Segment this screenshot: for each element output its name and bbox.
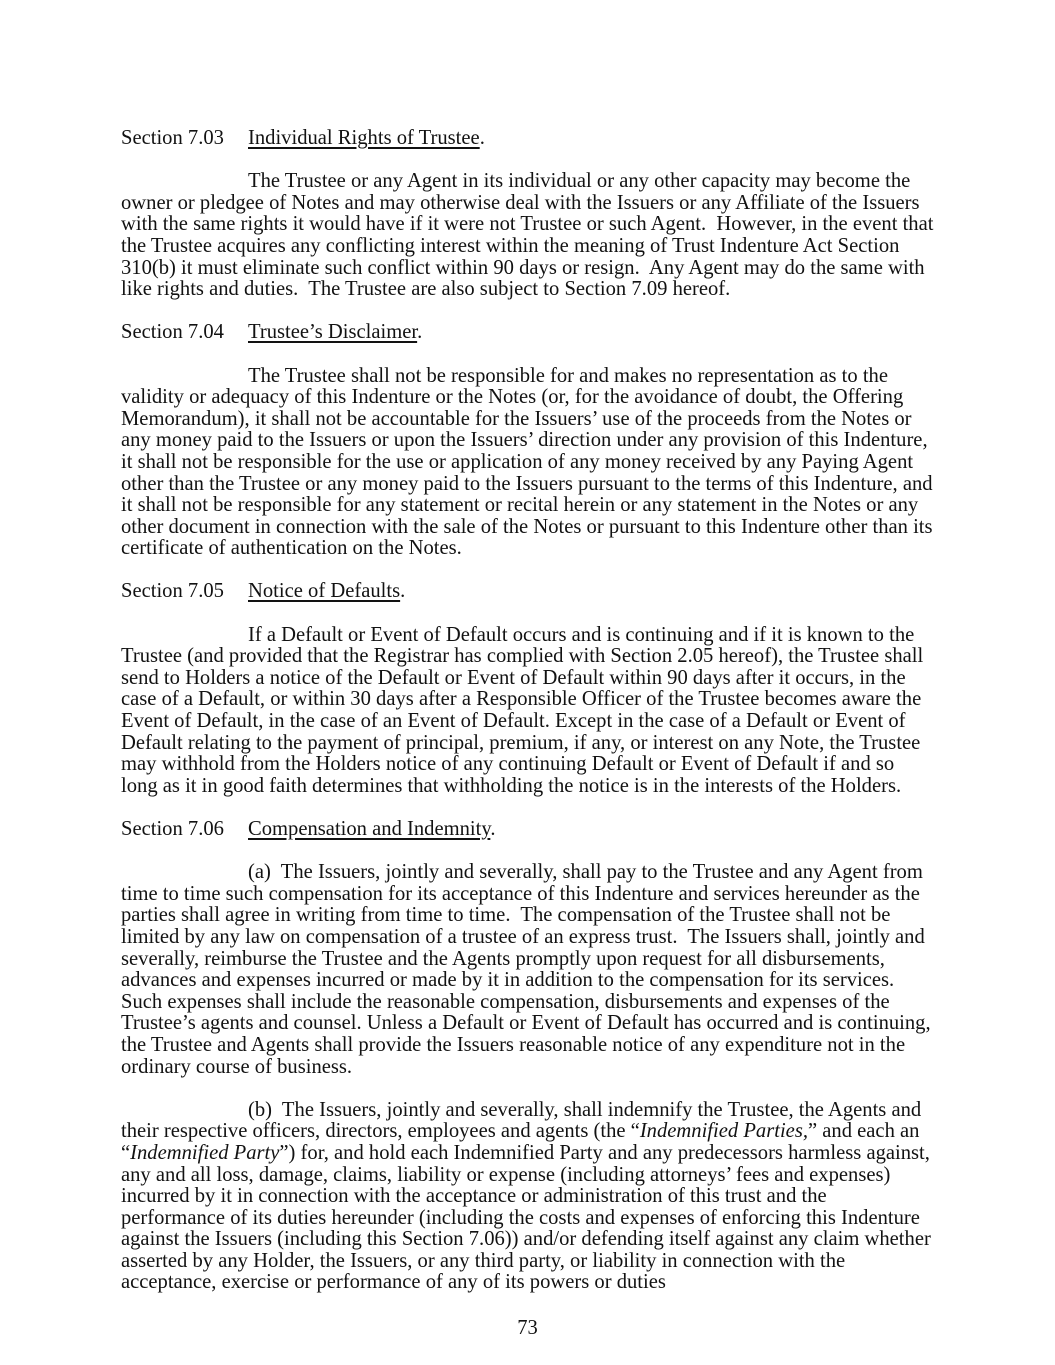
section-title-period: .	[400, 580, 406, 603]
section-7-04	[121, 322, 934, 560]
paragraph-7-03	[121, 171, 934, 301]
text-run: (a) The Issuers, jointly and severally, shall pay to the Trustee and any Agent from time to time such compensation for its acceptance of this Indenture and services hereunder as the parties shall agree in writing from time to time. The compensation of the Trustee shall not be limited by any law on compensation of a trustee of an express trust. The Issuers shall, jointly and severally, reimburse the Trustee and the Agents promptly upon request for all disbursements, advances and expenses incurred or made by it in addition to the compensation for its services. Such expenses shall include the reasonable compensation, disbursements and expenses of the Trustee’s agents and counsel. Unless a Default or Event of Default has occurred and is continuing, the Trustee and Agents shall provide the Issuers reasonable notice of any expenditure not in the ordinary course of business.	[121, 861, 931, 1078]
section-heading	[121, 322, 934, 344]
text-run: The Trustee or any Agent in its individual or any other capacity may become the owner or pledgee of Notes and may otherwise deal with the Issuers or any Affiliate of the Issuers with the same rights it would have if it were not Trustee or such Agent. However, in the event that the Trustee acquires any conflicting interest within the meaning of Trust Indenture Act Section 310(b) it must eliminate such conflict within 90 days or resign. Any Agent may do the same with like rights and duties. The Trustee are also subject to Section 7.09 hereof.	[121, 170, 934, 301]
section-title: Individual Rights of Trustee	[248, 127, 480, 149]
section-title-period: .	[479, 127, 485, 149]
page-number: 73	[517, 1317, 538, 1340]
section-7-03	[121, 128, 934, 301]
defined-term-italic: Indemnified Party	[130, 1141, 280, 1164]
text-run: ”) for, and hold each Indemnified Party and any predecessors harmless against, any and all loss, damage, claims, liability or expense (including attorneys’ fees and expenses) incurred by it in connection with the acceptance or administration of this trust and the performance of its duties hereunder (including the costs and expenses of enforcing this Indenture against the Issuers (including this Section 7.06)) and/or defending itself against any claim whether asserted by any Holder, the Issuers, or any third party, or liability in connection with the acceptance, exercise or performance of any of its powers or duties	[121, 1141, 931, 1294]
section-title: Trustee’s Disclaimer	[248, 321, 418, 344]
text-run: If a Default or Event of Default occurs and is continuing and if it is known to the Trustee (and provided that the Registrar has complied with Section 2.05 hereof), the Trustee shall send to Holders a notice of the Default or Event of Default within 90 days after it occurs, in the case of a Default, or within 30 days after a Responsible Officer of the Trustee becomes aware the Event of Default, in the case of an Event of Default. Except in the case of a Default or Event of Default relating to the payment of principal, premium, if any, or interest on any Note, the Trustee may withhold from the Holders notice of any continuing Default or Event of Default if and so long as it in good faith determines that withholding the notice is in the interests of the Holders.	[121, 623, 924, 797]
section-7-06	[121, 819, 934, 1294]
text-run: ” and each an “	[121, 1120, 920, 1164]
section-title: Notice of Defaults	[248, 580, 401, 603]
section-heading	[121, 128, 934, 150]
section-title-period: .	[490, 818, 496, 840]
text-run: (b) The Issuers, jointly and severally, shall indemnify the Trustee, the Agents and their respective officers, directors, employees and agents (the “	[121, 1098, 922, 1143]
section-title-period: .	[417, 321, 423, 344]
paragraph-7-05	[121, 625, 934, 798]
paragraph-7-06-b	[121, 1100, 934, 1294]
section-number: Section 7.05	[121, 580, 224, 603]
section-heading	[121, 819, 934, 841]
paragraph-7-04	[121, 366, 934, 560]
defined-term-italic: Indemnified Parties,	[639, 1120, 808, 1143]
section-heading	[121, 581, 934, 603]
section-number: Section 7.03	[121, 127, 224, 149]
section-number: Section 7.04	[121, 321, 224, 344]
section-number: Section 7.06	[121, 818, 224, 840]
section-7-05	[121, 581, 934, 797]
paragraph-7-06-a	[121, 862, 934, 1078]
text-run: The Trustee shall not be responsible for and makes no representation as to the validity or adequacy of this Indenture or the Notes (or, for the avoidance of doubt, the Offering Memorandum), it shall not be accountable for the Issuers’ use of the proceeds from the Notes or any money paid to the Issuers or upon the Issuers’ direction under any provision of this Indenture, it shall not be responsible for the use or application of any money received by any Paying Agent other than the Trustee or any money paid to the Issuers pursuant to the terms of this Indenture, and it shall not be responsible for any statement or recital herein or any statement in the Notes or any other document in connection with the sale of the Notes or pursuant to this Indenture other than its certificate of authentication on the Notes.	[121, 364, 933, 560]
section-title: Compensation and Indemnity	[248, 818, 491, 840]
